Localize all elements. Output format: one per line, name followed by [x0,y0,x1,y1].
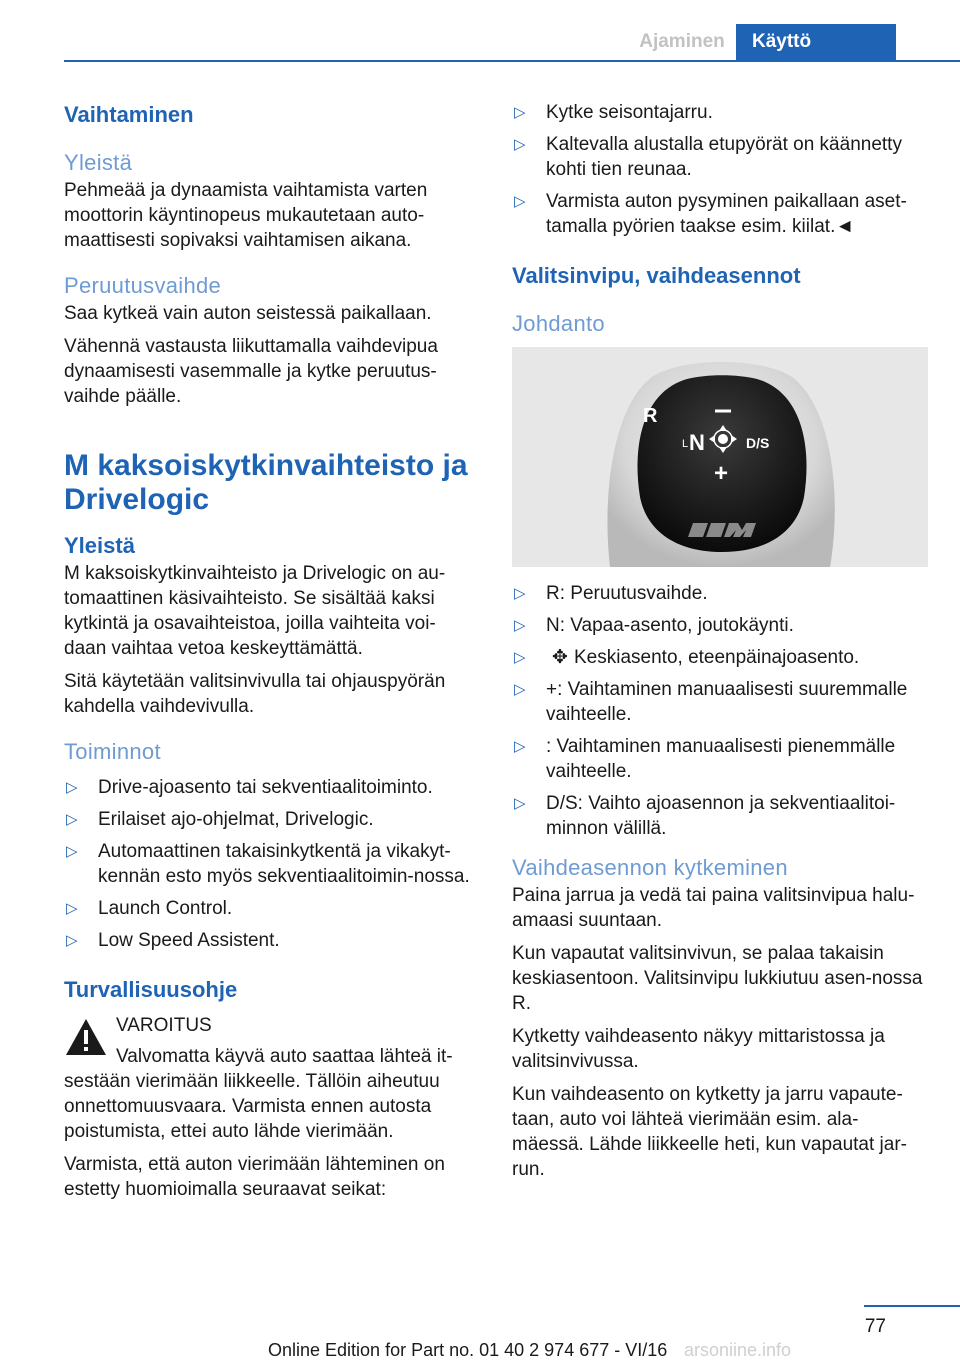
list-item: ▷ ✥ Keskiasento, eteenpäinajoasento. [514,647,860,668]
paragraph-yleista-2a: M kaksoiskytkinvaihteisto ja Drivelogic on au-tomaattinen käsivaihteisto. Se sisältää kaksi kytkintä ja osavaihteistoa, joilla vaihteita voi-daan vaihtaa vetoa keskeyttämättä. [64,563,446,659]
toiminnot-list [64,775,476,953]
heading-toiminnot: Toiminnot [64,739,161,764]
paragraph-kytkeminen-2: Kun vapautat valitsinvivun, se palaa takaisin keskiasentoon. Valitsinvipu lukkiutuu asen-nossa R. [512,943,923,1014]
warning-block [64,1013,476,1144]
list-item: ▷ : Vaihtaminen manuaalisesti pienemmälle vaihteelle. [514,736,896,782]
warning-triangle-icon [64,1017,108,1057]
list-item: ▷ D/S: Vaihto ajoasennon ja sekventiaalitoi-minnon välillä. [514,793,896,839]
positions-list [512,581,928,841]
list-item: ▷ Erilaiset ajo-ohjelmat, Drivelogic. [66,809,374,830]
watermark: arsoniine.info [684,1340,792,1360]
knob-label-ds: D/S [746,435,770,451]
heading-vaihtaminen: Vaihtaminen [64,102,194,127]
edition-footer: Online Edition for Part no. 01 40 2 974 677 - VI/16 [268,1340,668,1360]
triangle-bullet-icon: ▷ [514,585,526,602]
list-item: ▷ Kytke seisontajarru. [514,102,713,123]
knob-label-plus: + [714,460,729,487]
paragraph-kytkeminen-3: Kytketty vaihdeasento näkyy mittaristossa ja valitsinvivussa. [512,1026,885,1072]
triangle-bullet-icon: ▷ [514,136,526,153]
heading-yleista-1: Yleistä [64,150,133,175]
list-item: ▷ +: Vaihtaminen manuaalisesti suuremmalle vaihteelle. [514,679,908,725]
list-item: ▷ Kaltevalla alustalla etupyörät on käännetty kohti tien reunaa. [514,134,902,180]
paragraph-varmista: Varmista, että auton vierimään lähteminen on estetty huomioimalla seuraavat seikat: [64,1154,445,1200]
center-position-icon: ✥ [552,647,568,668]
list-item: ▷ Varmista auton pysyminen paikallaan aset-tamalla pyörien taakse esim. kiilat.◄ [514,191,907,237]
gear-knob-illustration [512,347,928,567]
tab-kaytto[interactable]: Käyttö [736,24,896,60]
paragraph-yleista-1: Pehmeää ja dynaamista vaihtamista varten moottorin käyntinopeus mukautetaan auto-maattisesti sopivaksi vaihtamisen aikana. [64,180,428,251]
paragraph-peruutus-1: Saa kytkeä vain auton seistessä paikallaan. [64,303,432,324]
page-header [64,24,960,62]
heading-vaihdeasennon-kytkeminen: Vaihdeasennon kytkeminen [512,855,788,880]
heading-yleista-2: Yleistä [64,533,135,558]
triangle-bullet-icon: ▷ [514,795,526,812]
gear-selector-figure [512,347,928,567]
heading-m-kaksoiskytkin: M kaksoiskytkinvaihteisto ja Drivelogic [64,449,468,516]
triangle-bullet-icon: ▷ [514,681,526,698]
list-item: ▷ N: Vapaa-asento, joutokäynti. [514,615,794,636]
tab-ajaminen[interactable]: Ajaminen [639,31,725,52]
paragraph-yleista-2b: Sitä käytetään valitsinvivulla tai ohjauspyörän kahdella vaihdevivulla. [64,671,446,717]
triangle-bullet-icon: ▷ [66,811,78,828]
header-rule [64,60,960,62]
heading-peruutusvaihde: Peruutusvaihde [64,273,222,298]
left-column [64,100,476,1210]
list-item: ▷ Automaattinen takaisinkytkentä ja vikakyt-kennän esto myös sekventiaalitoimin-nossa. [66,841,470,887]
list-item: ▷ Launch Control. [66,898,233,919]
triangle-bullet-icon: ▷ [514,193,526,210]
heading-johdanto: Johdanto [512,311,605,336]
triangle-bullet-icon: ▷ [514,649,526,666]
triangle-bullet-icon: ▷ [66,900,78,917]
knob-label-n: N [689,430,705,455]
knob-label-r: R [643,405,658,427]
knob-label-l: L [682,438,689,450]
triangle-bullet-icon: ▷ [514,738,526,755]
heading-valitsinvipu: Valitsinvipu, vaihdeasennot [512,263,801,288]
warning-body: Valvomatta käyvä auto saattaa lähteä it-sestään vierimään liikkeelle. Tällöin aiheutuu onnettomuusvaara. Varmista ennen autosta poistumista, ettei auto lähde vierimään. [64,1046,453,1142]
page-number: 77 [864,1316,886,1337]
warning-title: VAROITUS [116,1015,212,1036]
paragraph-peruutus-2: Vähennä vastausta liikuttamalla vaihdevipua dynaamisesti vasemmalle ja kytke peruutus-vaihde päälle. [64,336,438,407]
paragraph-kytkeminen-1: Paina jarrua ja vedä tai paina valitsinvipua halu-amaasi suuntaan. [512,885,915,931]
triangle-bullet-icon: ▷ [514,104,526,121]
right-column [512,100,928,1190]
triangle-bullet-icon: ▷ [66,843,78,860]
heading-turvallisuusohje: Turvallisuusohje [64,977,238,1002]
safety-list [512,100,928,239]
triangle-bullet-icon: ▷ [66,932,78,949]
list-item: ▷ Drive-ajoasento tai sekventiaalitoiminto. [66,777,433,798]
paragraph-kytkeminen-4: Kun vaihdeasento on kytketty ja jarru vapaute-taan, auto voi lähteä vierimään esim. ala-mäessä. Lähde liikkeelle heti, kun vapautat jar-run. [512,1084,908,1180]
triangle-bullet-icon: ▷ [66,779,78,796]
list-item: ▷ R: Peruutusvaihde. [514,583,708,604]
triangle-bullet-icon: ▷ [514,617,526,634]
list-item: ▷ Low Speed Assistent. [66,930,280,951]
footer-rule [864,1305,960,1307]
